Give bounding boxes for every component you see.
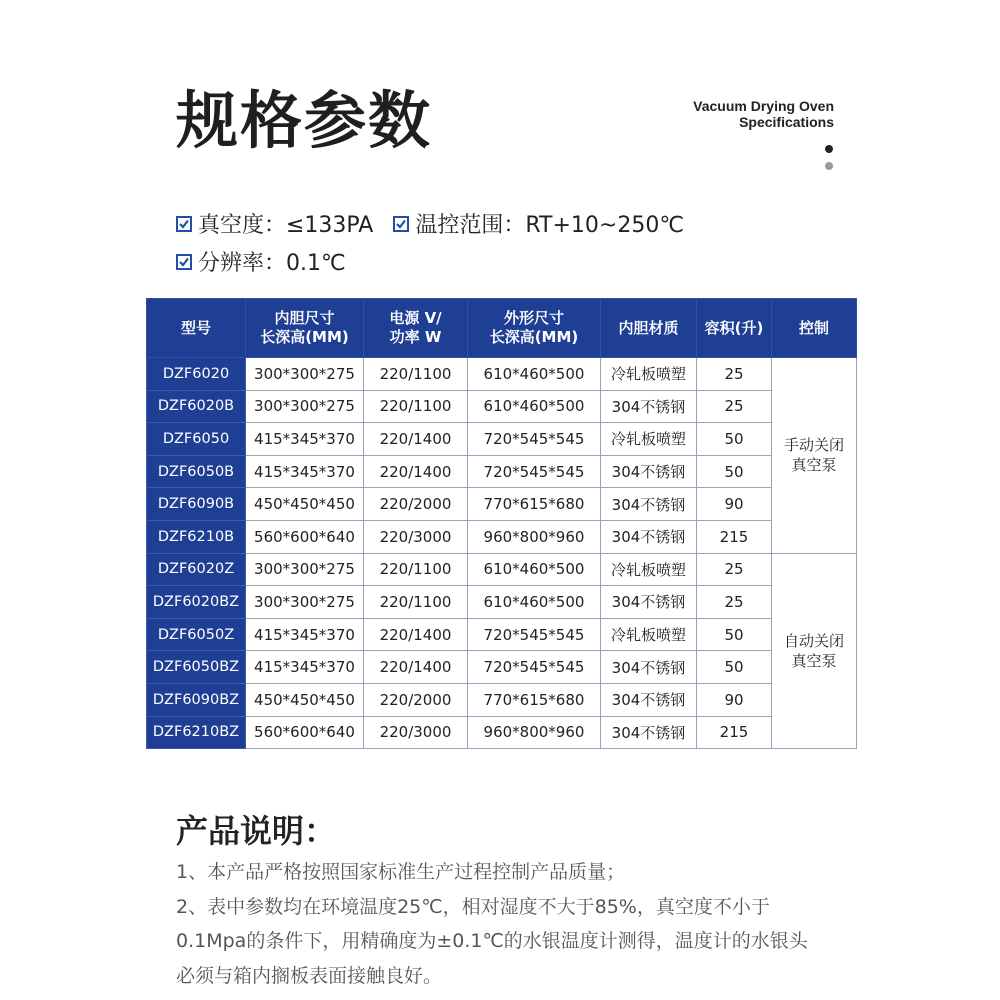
table-row (147, 618, 857, 651)
inner-size-cell: 415*345*370 (246, 423, 364, 456)
material-cell: 304不锈钢 (601, 586, 697, 619)
header-inner-size: 内胆尺寸 长深高(MM) (246, 299, 364, 358)
outer-size-cell: 610*460*500 (468, 358, 601, 391)
table-row (147, 553, 857, 586)
volume-cell: 50 (697, 455, 772, 488)
inner-size-cell: 415*345*370 (246, 651, 364, 684)
spec-vacuum (176, 208, 373, 239)
control-line-1: 自动关闭 (783, 631, 844, 650)
spec-resolution-text: 分辨率：0.1℃ (198, 251, 346, 276)
power-cell: 220/1100 (364, 358, 468, 391)
material-cell: 冷轧板喷塑 (601, 358, 697, 391)
header-material: 内胆材质 (601, 299, 697, 358)
volume-cell: 25 (697, 358, 772, 391)
header-volume: 容积(升) (697, 299, 772, 358)
inner-size-cell: 415*345*370 (246, 455, 364, 488)
page-title: 规格参数 (176, 84, 433, 157)
power-cell: 220/2000 (364, 488, 468, 521)
control-line-2: 真空泵 (791, 456, 837, 475)
description-line-1: 1、本产品严格按照国家标准生产过程控制产品质量； (176, 861, 626, 883)
model-cell: DZF6090BZ (147, 683, 246, 716)
inner-size-cell: 415*345*370 (246, 618, 364, 651)
model-cell: DZF6210B (147, 520, 246, 553)
material-cell: 冷轧板喷塑 (601, 423, 697, 456)
table-row (147, 488, 857, 521)
outer-size-cell: 960*800*960 (468, 716, 601, 749)
material-cell: 304不锈钢 (601, 488, 697, 521)
table-row (147, 586, 857, 619)
description-line-3: 0.1Mpa的条件下，用精确度为±0.1℃的水银温度计测得，温度计的水银头 (176, 930, 808, 952)
outer-size-cell: 770*615*680 (468, 488, 601, 521)
volume-cell: 25 (697, 586, 772, 619)
control-line-2: 真空泵 (791, 651, 837, 670)
material-cell: 冷轧板喷塑 (601, 553, 697, 586)
table-header-row (147, 299, 857, 358)
control-line-1: 手动关闭 (783, 436, 844, 455)
power-cell: 220/1400 (364, 455, 468, 488)
outer-size-cell: 720*545*545 (468, 651, 601, 684)
material-cell: 304不锈钢 (601, 683, 697, 716)
model-cell: DZF6050B (147, 455, 246, 488)
spec-table (146, 298, 857, 749)
table-row (147, 358, 857, 391)
checkbox-icon (176, 216, 192, 232)
table-row (147, 651, 857, 684)
model-cell: DZF6020 (147, 358, 246, 391)
material-cell: 冷轧板喷塑 (601, 618, 697, 651)
decor-dot-light (825, 162, 833, 170)
inner-size-cell: 560*600*640 (246, 716, 364, 749)
outer-size-cell: 610*460*500 (468, 553, 601, 586)
description-title: 产品说明： (176, 812, 337, 850)
spec-resolution (176, 246, 346, 277)
material-cell: 304不锈钢 (601, 716, 697, 749)
model-cell: DZF6050BZ (147, 651, 246, 684)
power-cell: 220/3000 (364, 520, 468, 553)
volume-cell: 50 (697, 618, 772, 651)
outer-size-cell: 960*800*960 (468, 520, 601, 553)
inner-size-cell: 450*450*450 (246, 488, 364, 521)
volume-cell: 90 (697, 488, 772, 521)
description-line-4: 必须与箱内搁板表面接触良好。 (176, 964, 443, 987)
power-cell: 220/3000 (364, 716, 468, 749)
power-cell: 220/1100 (364, 390, 468, 423)
checkbox-icon (176, 254, 192, 270)
volume-cell: 25 (697, 553, 772, 586)
material-cell: 304不锈钢 (601, 651, 697, 684)
model-cell: DZF6210BZ (147, 716, 246, 749)
subtitle-line-2: Specifications (739, 114, 834, 130)
spec-line-1 (176, 208, 704, 239)
model-cell: DZF6090B (147, 488, 246, 521)
page-subtitle (693, 98, 834, 130)
volume-cell: 215 (697, 520, 772, 553)
model-cell: DZF6020Z (147, 553, 246, 586)
description-line-2: 2、表中参数均在环境温度25℃，相对湿度不大于85%，真空度不小于 (176, 895, 770, 918)
inner-size-cell: 300*300*275 (246, 358, 364, 391)
power-cell: 220/2000 (364, 683, 468, 716)
power-cell: 220/1100 (364, 586, 468, 619)
material-cell: 304不锈钢 (601, 455, 697, 488)
table-row (147, 423, 857, 456)
model-cell: DZF6020BZ (147, 586, 246, 619)
table-row (147, 683, 857, 716)
header-outer-size: 外形尺寸 长深高(MM) (468, 299, 601, 358)
spec-vacuum-text: 真空度：≤133PA (198, 213, 374, 238)
outer-size-cell: 720*545*545 (468, 423, 601, 456)
outer-size-cell: 770*615*680 (468, 683, 601, 716)
header-power: 电源 V/ 功率 W (364, 299, 468, 358)
volume-cell: 50 (697, 651, 772, 684)
inner-size-cell: 300*300*275 (246, 390, 364, 423)
outer-size-cell: 610*460*500 (468, 586, 601, 619)
header-model: 型号 (147, 299, 246, 358)
power-cell: 220/1400 (364, 423, 468, 456)
power-cell: 220/1100 (364, 553, 468, 586)
volume-cell: 215 (697, 716, 772, 749)
inner-size-cell: 450*450*450 (246, 683, 364, 716)
volume-cell: 90 (697, 683, 772, 716)
spec-temp-range (393, 208, 684, 239)
table-row (147, 520, 857, 553)
control-cell (772, 553, 857, 749)
table-row (147, 455, 857, 488)
description-body (176, 855, 856, 993)
material-cell: 304不锈钢 (601, 390, 697, 423)
table-row (147, 716, 857, 749)
power-cell: 220/1400 (364, 618, 468, 651)
material-cell: 304不锈钢 (601, 520, 697, 553)
control-cell (772, 358, 857, 554)
outer-size-cell: 610*460*500 (468, 390, 601, 423)
volume-cell: 25 (697, 390, 772, 423)
table-body (147, 358, 857, 749)
spec-line-2 (176, 246, 366, 277)
volume-cell: 50 (697, 423, 772, 456)
table-row (147, 390, 857, 423)
model-cell: DZF6020B (147, 390, 246, 423)
inner-size-cell: 300*300*275 (246, 553, 364, 586)
outer-size-cell: 720*545*545 (468, 618, 601, 651)
spec-temp-range-text: 温控范围：RT+10~250℃ (415, 213, 685, 238)
checkbox-icon (393, 216, 409, 232)
power-cell: 220/1400 (364, 651, 468, 684)
header-control: 控制 (772, 299, 857, 358)
outer-size-cell: 720*545*545 (468, 455, 601, 488)
subtitle-line-1: Vacuum Drying Oven (693, 98, 834, 114)
model-cell: DZF6050Z (147, 618, 246, 651)
inner-size-cell: 560*600*640 (246, 520, 364, 553)
model-cell: DZF6050 (147, 423, 246, 456)
inner-size-cell: 300*300*275 (246, 586, 364, 619)
decor-dot-dark (825, 145, 833, 153)
